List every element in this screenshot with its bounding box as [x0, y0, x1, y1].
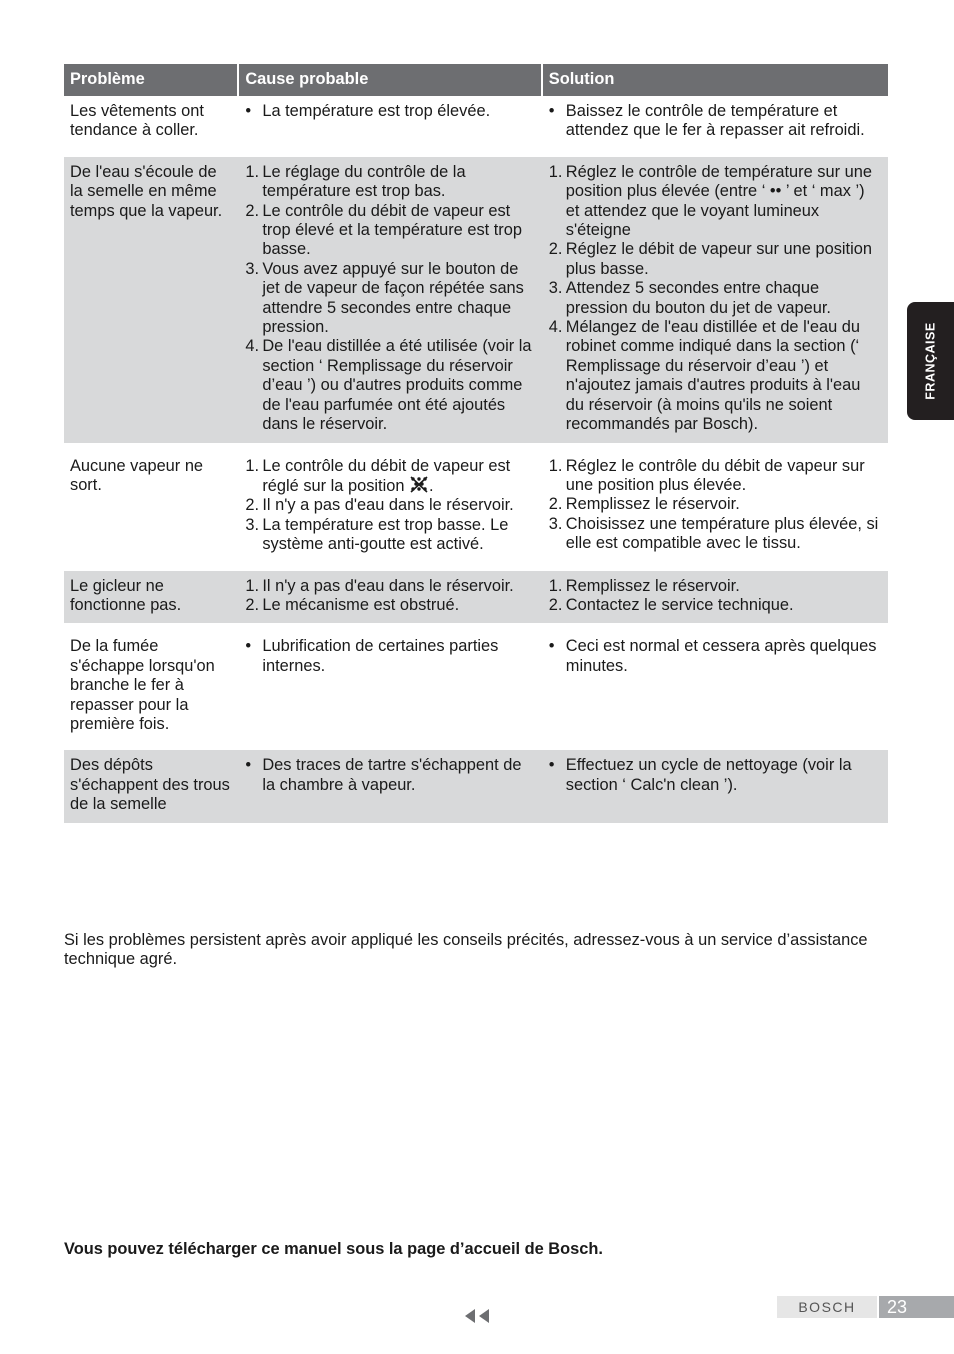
solution-cell: [543, 571, 888, 624]
table-row: [64, 96, 888, 149]
list-text-suffix: .: [429, 476, 434, 495]
list-marker: 2.: [245, 595, 260, 614]
list-marker: 4.: [548, 318, 563, 337]
brand-label: BOSCH: [777, 1296, 877, 1318]
list-text-wrap: [262, 102, 536, 121]
solution-list: [549, 457, 882, 554]
list-marker: 2.: [245, 496, 260, 515]
list-marker: 2.: [548, 495, 563, 514]
list-item: [549, 637, 882, 676]
back-arrows-icon: [463, 1308, 491, 1324]
solution-list: [549, 637, 882, 676]
persist-note: Si les problèmes persistent après avoir appliqué les conseils précités, adressez-vous à un service d’assistance technique agré.: [64, 931, 868, 969]
list-text-wrap: [262, 596, 536, 615]
list-marker: 1.: [245, 576, 260, 595]
row-separator: [64, 443, 888, 451]
steam-off-icon: [409, 476, 429, 494]
list-marker: 1.: [245, 456, 260, 475]
list-text-wrap: [566, 577, 882, 596]
row-separator: [64, 149, 888, 157]
solution-cell: [543, 157, 888, 443]
list-text: Réglez le débit de vapeur sur une position plus basse.: [565, 240, 872, 278]
solution-list: [549, 102, 882, 141]
solution-list: [549, 163, 882, 435]
list-text: Réglez le contrôle du débit de vapeur sur une position plus élevée.: [565, 456, 865, 494]
list-marker: 1.: [548, 162, 563, 181]
list-text-wrap: [262, 637, 536, 676]
list-text-wrap: [262, 337, 536, 434]
language-tab: [907, 302, 954, 420]
list-item: [245, 637, 536, 676]
row-separator: [64, 742, 888, 750]
list-text-wrap: [262, 163, 536, 202]
list-text-wrap: [566, 515, 882, 554]
cause-cell: [239, 571, 542, 624]
cause-list: [245, 163, 536, 435]
list-marker: •: [548, 102, 555, 120]
list-text-wrap: [566, 756, 882, 795]
list-text: Remplissez le réservoir.: [565, 495, 740, 514]
list-marker: 2.: [548, 595, 563, 614]
solution-list: [549, 756, 882, 795]
list-item: [549, 495, 882, 514]
problem-text: Les vêtements ont tendance à coller.: [70, 102, 204, 140]
list-text-wrap: [566, 102, 882, 141]
list-item: [245, 102, 536, 121]
list-item: [549, 240, 882, 279]
cause-cell: [239, 157, 542, 443]
list-text: Vous avez appuyé sur le bouton de jet de vapeur de façon répétée sans attendre 5 secondes entre chaque pression.: [262, 259, 524, 337]
table-row: [64, 451, 888, 563]
list-text-wrap: [566, 457, 882, 496]
list-item: [549, 577, 882, 596]
language-tab-label: FRANÇAISE: [923, 322, 938, 400]
cause-list: [245, 457, 536, 555]
list-text-wrap: [566, 495, 882, 514]
list-text: Choisissez une température plus élevée, si elle est compatible avec le tissu.: [565, 514, 879, 553]
list-item: [549, 515, 882, 554]
row-separator: [64, 563, 888, 571]
cause-cell: [239, 750, 542, 822]
list-item: [245, 516, 536, 555]
problem-cell: [64, 451, 239, 563]
problem-text: Aucune vapeur ne sort.: [70, 456, 204, 494]
problem-cell: [64, 157, 239, 443]
cause-list: [245, 637, 536, 676]
problem-text: De l'eau s'écoule de la semelle en même temps que la vapeur.: [70, 162, 223, 220]
list-text: De l'eau distillée a été utilisée (voir la section ‘ Remplissage du réservoir d’eau ’) ou d'autres produits comme de l'eau parfumée ont été ajoutés dans le réservoir.: [262, 337, 532, 434]
list-text: Des traces de tartre s'échappent de la chambre à vapeur.: [262, 756, 522, 794]
table-body: [64, 96, 888, 823]
cause-list: [245, 756, 536, 795]
list-text: Remplissez le réservoir.: [565, 576, 740, 595]
list-text-wrap: [566, 318, 882, 434]
list-marker: •: [245, 756, 252, 775]
problem-text: De la fumée s'échappe lorsqu'on branche le fer à repasser pour la première fois.: [70, 637, 215, 733]
list-text-wrap: [262, 202, 536, 260]
list-marker: •: [548, 756, 555, 775]
list-marker: 3.: [245, 515, 260, 534]
list-item: [245, 577, 536, 596]
solution-cell: [543, 96, 888, 149]
list-text-wrap: [566, 596, 882, 615]
list-item: [549, 163, 882, 241]
list-text: Le réglage du contrôle de la température est trop bas.: [262, 162, 466, 201]
table-row: [64, 631, 888, 742]
cause-cell: [239, 631, 542, 742]
cause-list: [245, 577, 536, 616]
table-row: [64, 750, 888, 822]
list-item: [549, 596, 882, 615]
list-text: La température est trop élevée.: [262, 102, 491, 120]
solution-cell: [543, 750, 888, 822]
list-item: [245, 457, 536, 497]
list-text: Il n'y a pas d'eau dans le réservoir.: [262, 576, 514, 595]
list-text: Le contrôle du débit de vapeur est trop élevé et la température est trop basse.: [262, 201, 523, 259]
problem-cell: [64, 571, 239, 624]
list-marker: 3.: [245, 259, 260, 278]
list-marker: 2.: [245, 201, 260, 220]
solution-cell: [543, 451, 888, 563]
list-text-wrap: [566, 279, 882, 318]
list-text-wrap: [566, 240, 882, 279]
list-item: [549, 457, 882, 496]
header-problem: Problème: [64, 64, 239, 96]
list-text: Le mécanisme est obstrué.: [262, 595, 460, 614]
solution-list: [549, 577, 882, 616]
list-marker: •: [245, 102, 252, 120]
list-item: [549, 756, 882, 795]
problem-text: Des dépôts s'échappent des trous de la semelle: [70, 756, 230, 814]
list-text: Mélangez de l'eau distillée et de l'eau du robinet comme indiqué dans la section (‘ Remplissage du réservoir d’eau ’) et n'ajoutez jamais d'autres produits à l'eau du réservoir (à moins qu'ils ne soient recommandés par Bosch).: [565, 318, 861, 434]
list-text: Il n'y a pas d'eau dans le réservoir.: [262, 496, 514, 515]
list-text-wrap: [262, 756, 536, 795]
cause-cell: [239, 451, 542, 563]
header-cause: Cause probable: [239, 64, 542, 96]
list-marker: •: [245, 637, 252, 656]
header-solution: Solution: [543, 64, 888, 96]
page-number: 23: [879, 1296, 954, 1318]
problem-text: Le gicleur ne fonctionne pas.: [70, 576, 182, 614]
list-text-wrap: [262, 457, 536, 497]
table-row: [64, 157, 888, 443]
list-text-wrap: [262, 496, 536, 515]
row-separator: [64, 623, 888, 631]
list-text: Contactez le service technique.: [565, 595, 794, 614]
list-text-wrap: [262, 260, 536, 338]
list-marker: 1.: [548, 576, 563, 595]
solution-cell: [543, 631, 888, 742]
list-text-wrap: [262, 516, 536, 555]
list-text: Effectuez un cycle de nettoyage (voir la section ‘ Calc'n clean ’).: [565, 756, 852, 794]
download-note: Vous pouvez télécharger ce manuel sous la page d’accueil de Bosch.: [64, 1240, 603, 1258]
list-marker: 2.: [548, 240, 563, 259]
table-row: [64, 571, 888, 624]
list-item: [549, 318, 882, 434]
list-marker: 4.: [245, 337, 260, 356]
list-marker: •: [548, 637, 555, 656]
list-item: [245, 260, 536, 338]
list-text: Lubrification de certaines parties internes.: [262, 637, 499, 675]
list-item: [245, 337, 536, 434]
list-text: Baissez le contrôle de température et attendez que le fer à repasser ait refroidi.: [565, 102, 865, 140]
list-item: [245, 596, 536, 615]
list-item: [245, 202, 536, 260]
list-text: La température est trop basse. Le système anti-goutte est activé.: [262, 515, 509, 554]
cause-list: [245, 102, 536, 121]
list-text: Ceci est normal et cessera après quelques minutes.: [565, 637, 877, 675]
list-text: Réglez le contrôle de température sur une position plus élevée (entre ‘ •• ’ et ‘ max ’) et attendez que le voyant lumineux s'éteigne: [565, 162, 872, 240]
troubleshooting-table: [64, 64, 888, 823]
list-text-wrap: [566, 163, 882, 241]
list-item: [549, 102, 882, 141]
table-header-row: [64, 64, 888, 96]
list-marker: 3.: [548, 514, 563, 533]
list-item: [245, 163, 536, 202]
list-text-wrap: [566, 637, 882, 676]
problem-cell: [64, 750, 239, 822]
problem-cell: [64, 631, 239, 742]
list-marker: 1.: [245, 162, 260, 181]
problem-cell: [64, 96, 239, 149]
cause-cell: [239, 96, 542, 149]
list-item: [549, 279, 882, 318]
list-item: [245, 756, 536, 795]
list-marker: 3.: [548, 279, 563, 298]
list-marker: 1.: [548, 456, 563, 475]
list-text-wrap: [262, 577, 536, 596]
list-item: [245, 496, 536, 515]
list-text: Attendez 5 secondes entre chaque pression du bouton du jet de vapeur.: [565, 279, 831, 317]
list-text: Le contrôle du débit de vapeur est réglé sur la position: [262, 456, 511, 495]
